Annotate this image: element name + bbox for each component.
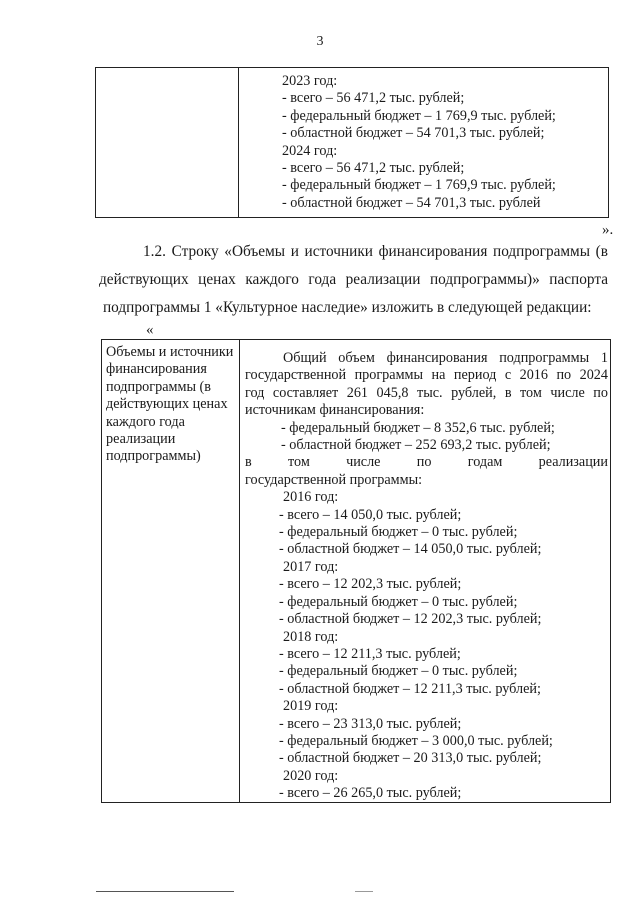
federal-budget-total: - федеральный бюджет – 8 352,6 тыс. рублей;	[281, 419, 555, 436]
total-line: - всего – 14 050,0 тыс. рублей;	[279, 506, 462, 523]
table-continuation	[95, 67, 609, 218]
table-column-divider	[239, 340, 240, 802]
total-line: - всего – 26 265,0 тыс. рублей;	[279, 785, 462, 802]
regional-budget-line: - областной бюджет – 14 050,0 тыс. рублей;	[279, 541, 542, 558]
table-funding	[101, 339, 611, 803]
federal-budget-line: - федеральный бюджет – 1 769,9 тыс. рублей;	[282, 177, 556, 194]
regional-budget-line: - областной бюджет – 54 701,3 тыс. рублей	[282, 194, 541, 211]
page-number: 3	[316, 34, 324, 49]
opening-quote: «	[146, 322, 154, 338]
footer-mark	[96, 891, 234, 892]
table-right-cell	[245, 350, 608, 803]
total-line: - всего – 23 313,0 тыс. рублей;	[279, 715, 462, 732]
year-label: 2024 год:	[282, 142, 338, 159]
intro-line: государственной программы на период с 2016 по 2024	[245, 367, 608, 384]
table-left-cell: Объемы и источники финансирования подпрограммы (в действующих ценах каждого года реализации подпрограммы)	[106, 344, 234, 465]
year-label: 2020 год:	[283, 767, 339, 784]
footer-mark	[355, 891, 373, 892]
federal-budget-line: - федеральный бюджет – 0 тыс. рублей;	[279, 524, 518, 541]
total-line: - всего – 12 202,3 тыс. рублей;	[279, 576, 462, 593]
year-label: 2016 год:	[283, 489, 339, 506]
regional-budget-line: - областной бюджет – 12 202,3 тыс. рублей;	[279, 611, 542, 628]
paragraph-line: 1.2. Строку «Объемы и источники финансирования подпрограммы (в	[143, 243, 608, 260]
paragraph-line: подпрограммы 1 «Культурное наследие» изложить в следующей редакции:	[103, 299, 592, 316]
federal-budget-line: - федеральный бюджет – 3 000,0 тыс. рублей;	[279, 732, 553, 749]
year-label: 2019 год:	[283, 698, 339, 715]
total-line: - всего – 12 211,3 тыс. рублей;	[279, 645, 461, 662]
table-column-divider	[238, 68, 239, 217]
federal-budget-line: - федеральный бюджет – 0 тыс. рублей;	[279, 593, 518, 610]
intro-line: год составляет 261 045,8 тыс. рублей, в том числе по	[245, 384, 608, 401]
regional-budget-line: - областной бюджет – 20 313,0 тыс. рублей;	[279, 750, 542, 767]
table-right-cell	[282, 73, 556, 212]
year-label: 2018 год:	[283, 628, 339, 645]
by-years-line: государственной программы:	[245, 471, 423, 488]
by-years-line: в том числе по годам реализации	[245, 454, 608, 471]
total-line: - всего – 56 471,2 тыс. рублей;	[282, 90, 465, 107]
regional-budget-line: - областной бюджет – 12 211,3 тыс. рублей;	[279, 680, 541, 697]
total-line: - всего – 56 471,2 тыс. рублей;	[282, 160, 465, 177]
regional-budget-line: - областной бюджет – 54 701,3 тыс. рублей;	[282, 125, 545, 142]
closing-quote: ».	[602, 222, 614, 238]
year-label: 2023 год:	[282, 73, 338, 89]
year-label: 2017 год:	[283, 558, 339, 575]
regional-budget-total: - областной бюджет – 252 693,2 тыс. рублей;	[281, 437, 551, 454]
federal-budget-line: - федеральный бюджет – 1 769,9 тыс. рублей;	[282, 107, 556, 124]
intro-line: источникам финансирования:	[245, 402, 425, 419]
federal-budget-line: - федеральный бюджет – 0 тыс. рублей;	[279, 663, 518, 680]
paragraph-line: действующих ценах каждого года реализации подпрограммы)» паспорта	[99, 271, 608, 288]
intro-line: Общий объем финансирования подпрограммы 1	[283, 350, 608, 366]
amendment-paragraph	[99, 238, 608, 322]
